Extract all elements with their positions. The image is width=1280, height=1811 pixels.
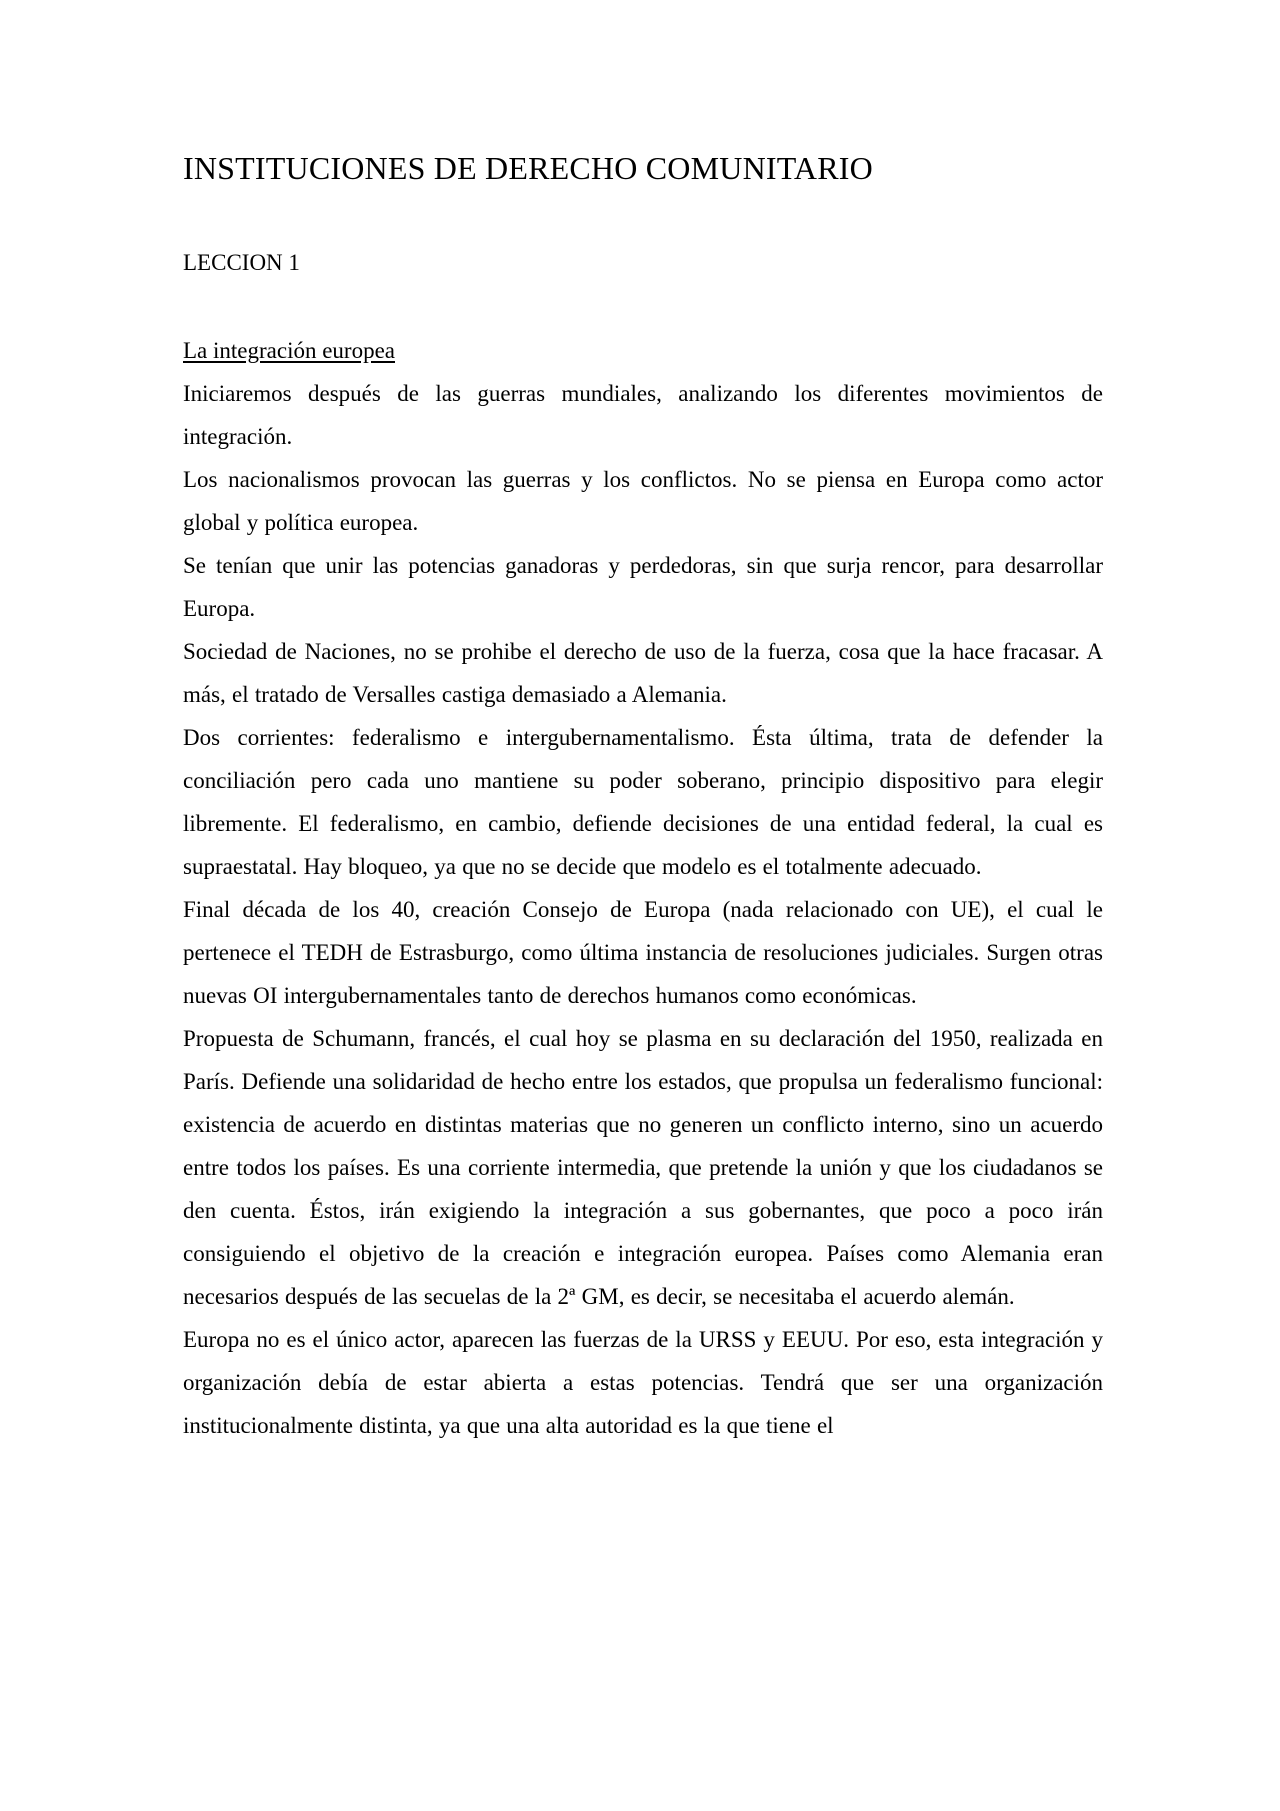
- paragraph-4: Sociedad de Naciones, no se prohibe el derecho de uso de la fuerza, cosa que la hace fracasar. A más, el tratado de Versalles castiga demasiado a Alemania.: [183, 639, 1103, 707]
- paragraph-5: Dos corrientes: federalismo e intergubernamentalismo. Ésta última, trata de defender la conciliación pero cada uno mantiene su poder soberano, principio dispositivo para elegir libremente. El federalismo, en cambio, defiende decisiones de una entidad federal, la cual es supraestatal. Hay bloqueo, ya que no se decide que modelo es el totalmente adecuado.: [183, 725, 1103, 879]
- paragraph-7: Propuesta de Schumann, francés, el cual hoy se plasma en su declaración del 1950, realizada en París. Defiende una solidaridad de hecho entre los estados, que propulsa un federalismo funcional: existencia de acuerdo en distintas materias que no generen un conflicto interno, sino un acuerdo entre todos los países. Es una corriente intermedia, que pretende la unión y que los ciudadanos se den cuenta. Éstos, irán exigiendo la integración a sus gobernantes, que poco a poco irán consiguiendo el objetivo de la creación e integración europea. Países como Alemania eran necesarios después de las secuelas de la 2ª GM, es decir, se necesitaba el acuerdo alemán.: [183, 1026, 1103, 1309]
- paragraph-3: Se tenían que unir las potencias ganadoras y perdedoras, sin que surja rencor, para desarrollar Europa.: [183, 553, 1103, 621]
- document-title: INSTITUCIONES DE DERECHO COMUNITARIO: [183, 150, 873, 186]
- lesson-heading: LECCION 1: [183, 250, 300, 275]
- section-integracion-europea: [183, 329, 1103, 1447]
- paragraph-2: Los nacionalismos provocan las guerras y los conflictos. No se piensa en Europa como actor global y política europea.: [183, 467, 1103, 535]
- paragraph-1: Iniciaremos después de las guerras mundiales, analizando los diferentes movimientos de integración.: [183, 381, 1103, 449]
- section-title: La integración europea: [183, 338, 395, 363]
- paragraph-6: Final década de los 40, creación Consejo de Europa (nada relacionado con UE), el cual le pertenece el TEDH de Estrasburgo, como última instancia de resoluciones judiciales. Surgen otras nuevas OI intergubernamentales tanto de derechos humanos como económicas.: [183, 897, 1103, 1008]
- paragraph-8: Europa no es el único actor, aparecen las fuerzas de la URSS y EEUU. Por eso, esta integración y organización debía de estar abierta a estas potencias. Tendrá que ser una organización institucionalmente distinta, ya que una alta autoridad es la que tiene el: [183, 1327, 1103, 1438]
